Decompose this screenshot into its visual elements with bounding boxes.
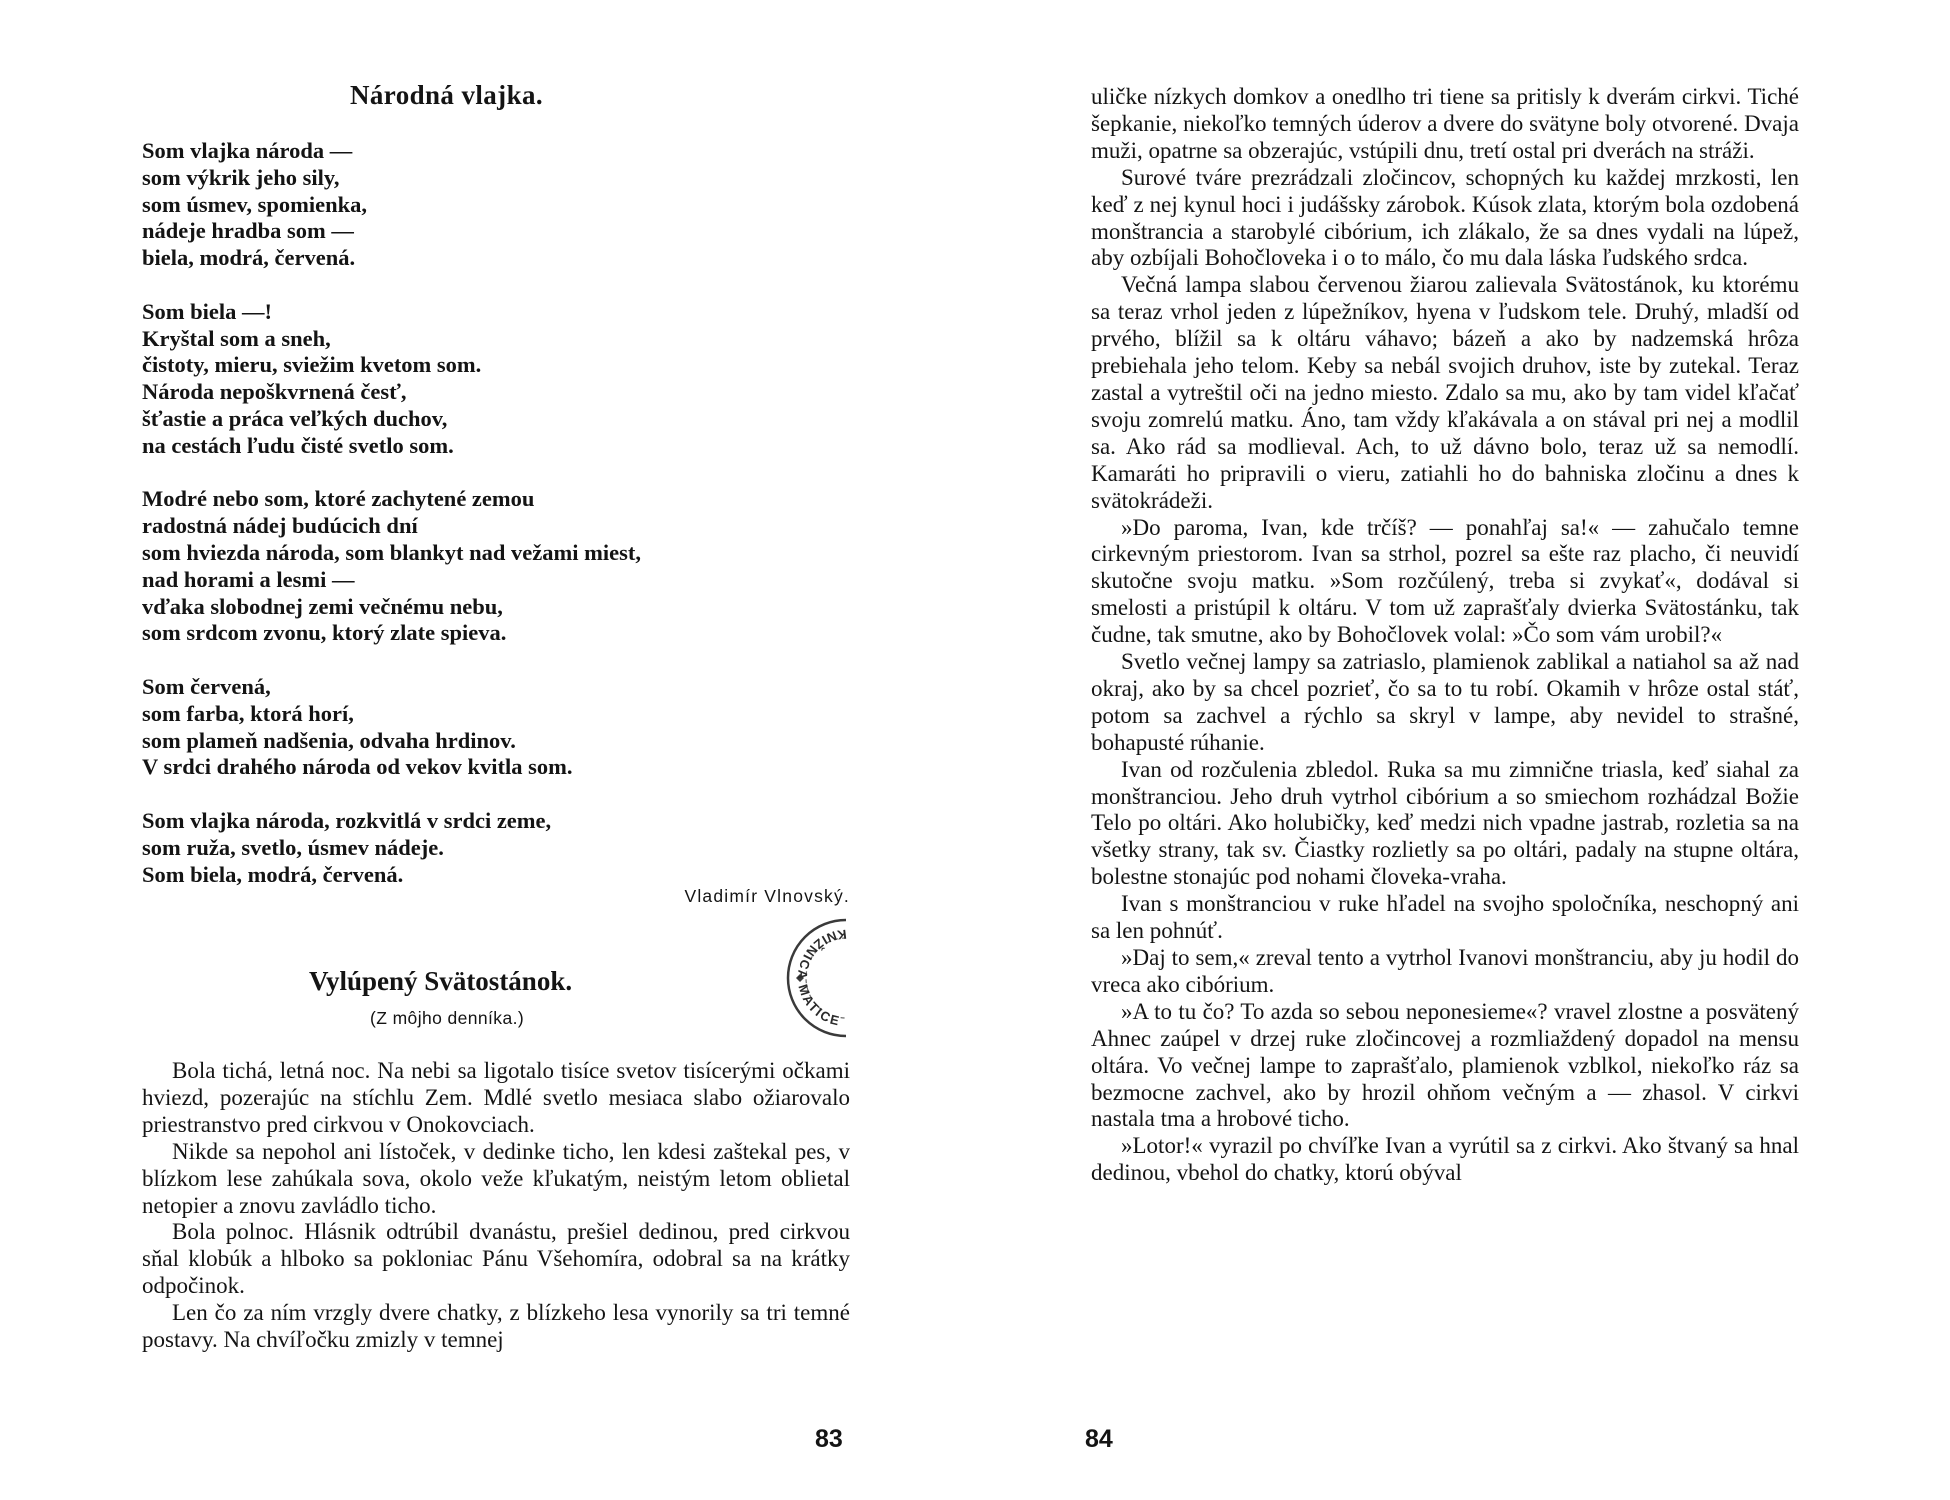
poem-verse: som výkrik jeho sily,: [142, 164, 340, 190]
poem-verse: biela, modrá, červená.: [142, 245, 356, 271]
paragraph: Surové tváre prezrádzali zločincov, schopných ku každej mrzkosti, len keď z nej kynul hoci i judášsky zárobok. Kúsok zlata, ktorým bola ozdobená monštrancia a starobylé cibórium, ich zlákalo, že sa dnes vydali na lúpež, aby ozbíjali Bohočloveka i o to málo, čo mu dala láska ľudského srdca.: [1091, 164, 1799, 271]
poem-verse: Kryštal som a sneh,: [142, 325, 331, 351]
paragraph: Ivan s monštranciou v ruke hľadel na svojho spoločníka, neschopný ani sa len pohnúť.: [1091, 891, 1799, 944]
poem-verse: Modré nebo som, ktoré zachytené zemou: [142, 486, 535, 512]
poem-verse: som plameň nadšenia, odvaha hrdinov.: [142, 727, 516, 753]
right-page: [975, 0, 1950, 1500]
paragraph: »Lotor!« vyrazil po chvíľke Ivan a vyrútil sa z cirkvi. Ako štvaný sa hnal dedinou, vbehol do chatky, ktorú obýval: [1091, 1133, 1799, 1186]
poem-verse: čistoty, mieru, sviežim kvetom som.: [142, 352, 482, 378]
poem-author: Vladimír Vlnovský.: [684, 886, 850, 906]
poem-verse: som farba, ktorá horí,: [142, 700, 354, 726]
poem-verse: Som vlajka národa, rozkvitlá v srdci zeme,: [142, 807, 552, 833]
poem-stanza: [142, 138, 882, 272]
paragraph: »Do paroma, Ivan, kde trčíš? — ponahľaj sa!« — zahučalo temne cirkevným priestorom. Ivan sa strhol, pozrel sa ešte raz placho, či neuvidí skutočne svoju matku. »Som rozčúlený, treba si zvykať«, dodával si smelosti a pristúpil k oltáru. V tom už zaprašťaly dvierka Svätostánku, tak čudne, tak smutne, ako by Bohočlovek volal: »Čo som vám urobil?«: [1091, 514, 1799, 648]
poem-verse: radostná nádej budúcich dní: [142, 513, 418, 539]
poem-verse: vďaka slobodnej zemi večnému nebu,: [142, 593, 503, 619]
poem-verse: na cestách ľudu čisté svetlo som.: [142, 432, 454, 458]
story-subtitle: (Z môjho denníka.): [370, 1008, 525, 1028]
paragraph: uličke nízkych domkov a onedlho tri tiene sa pritisly k dverám cirkvi. Tiché šepkanie, niekoľko temných úderov a dvere do svätyne boly otvorené. Dvaja muži, opatrne sa obzerajúc, vstúpili dnu, tretí ostal pri dverách na stráži.: [1091, 84, 1799, 163]
poem-verse: Som biela —!: [142, 298, 273, 324]
poem-verse: V srdci drahého národa od vekov kvitla som.: [142, 754, 573, 780]
poem-verse: som úsmev, spomienka,: [142, 191, 368, 217]
poem-verse: Národa nepoškvrnená česť,: [142, 379, 407, 405]
paragraph: Bola tichá, letná noc. Na nebi sa ligotalo tisíce svetov tisícerými očkami hviezd, pozerajúc na stíchlu Zem. Mdlé svetlo mesiaca slabo ožiarovalo priestranstvo pred cirkvou v Onokovciach.: [142, 1058, 850, 1137]
paragraph: »Daj to sem,« zreval tento a vytrhol Ivanovi monštranciu, aby ju hodil do vreca ako cibórium.: [1091, 945, 1799, 997]
poem: [142, 138, 882, 915]
story-body-continued: [1091, 84, 1799, 1187]
paragraph: Nikde sa nepohol ani lístoček, v dedinke ticho, len kdesi zaštekal pes, v blízkom lese zahúkala sova, okolo veže kľukatým, neistým letom oblietal netopier a znovu zavládlo ticho.: [142, 1138, 850, 1218]
paragraph: Bola polnoc. Hlásnik odtrúbil dvanástu, prešiel dedinou, pred cirkvou sňal klobúk a hlboko sa pokloniac Pánu Všehomíra, odobral sa na krátky odpočinok.: [142, 1219, 850, 1299]
poem-verse: som ruža, svetlo, úsmev nádeje.: [142, 834, 444, 860]
page-number: 83: [815, 1425, 843, 1453]
paragraph: Len čo za ním vrzgly dvere chatky, z blízkeho lesa vynorily sa tri temné postavy. Na chvíľočku zmizly v temnej: [142, 1300, 850, 1353]
poem-title: Národná vlajka.: [350, 80, 544, 110]
poem-verse: Som biela, modrá, červená.: [142, 861, 404, 887]
library-stamp: [776, 908, 898, 1048]
poem-stanza: [142, 808, 882, 888]
paragraph: Večná lampa slabou červenou žiarou zalievala Svätostánok, ku ktorému sa teraz vrhol jeden z lúpežníkov, hyena v ľudskom tele. Druhý, mladší od prvého, blížil sa k oltáru váhavo; bázeň a ako by nadzemská hrôza prebiehala jeho telom. Keby sa nebál svojich druhov, iste by zutekal. Teraz zastal a vytreštil oči na jedno miesto. Zdalo sa mu, ako by tam videl kľačať svoju zomrelú matku. Áno, tam vždy kľakávala a on stával pri nej a modlil sa. Ako rád sa modlieval. Ach, to už dávno bolo, teraz už sa nemodlí. Kamaráti ho pripravili o vieru, zatiahli ho do bahniska zločinu a dnes k svätokrádeži.: [1091, 272, 1799, 513]
poem-verse: Som vlajka národa —: [142, 138, 353, 163]
story-title: Vylúpený Svätostánok.: [309, 966, 573, 996]
poem-verse: som hviezda národa, som blankyt nad vežami miest,: [142, 539, 641, 565]
paragraph: Svetlo večnej lampy sa zatriaslo, plamienok zablikal a natiahol sa až nad okraj, ako by sa chcel pozrieť, čo sa to tu robí. Okamih v hrôze ostal stáť, potom sa zachvel a rýchlo sa skryl v lampe, aby nevidel to strašné, bohapusté rúhanie.: [1091, 649, 1799, 755]
page-number: 84: [1085, 1425, 1113, 1453]
poem-stanza: [142, 674, 882, 781]
paragraph: Ivan od rozčulenia zbledol. Ruka sa mu zimnične triasla, keď siahal za monštranciou. Jeho druh vytrhol cibórium a so smiechom rozhádzal Božie Telo po oltári. Ako holubičky, keď medzi nich vpadne jastrab, rozletia sa na všetky strany, tak sv. Čiastky rozlietly sa po oltári, padaly na stupne oltára, bolestne stonajúc pod nohami človeka-vraha.: [1091, 756, 1799, 890]
poem-verse: Som červená,: [142, 673, 271, 699]
paragraph: »A to tu čo? To azda so sebou neponesieme«? vravel zlostne a posvätený Ahnec zaúpel v drzej ruke zločincovej a rozmliaždený dopadol na mensu oltára. Vo večnej lampe to zaprašťalo, plamienok vzblkol, niekoľko ráz sa bezmocne zachvel, ako by hrozil ohňom večným a — zhasol. V cirkvi nastala tma a hrobové ticho.: [1091, 998, 1799, 1132]
poem-verse: som srdcom zvonu, ktorý zlate spieva.: [142, 620, 507, 646]
stamp-text: KNIŽNICA MATICE: [794, 926, 848, 1029]
svg-text:KNIŽNICA MATICE: [795, 927, 848, 1029]
poem-stanza: [142, 299, 882, 460]
story-body-start: [142, 1058, 850, 1354]
poem-verse: šťastie a práca veľkých duchov,: [142, 405, 448, 431]
poem-stanza: [142, 486, 882, 647]
poem-verse: nádeje hradba som —: [142, 218, 354, 244]
poem-verse: nad horami a lesmi —: [142, 566, 355, 592]
